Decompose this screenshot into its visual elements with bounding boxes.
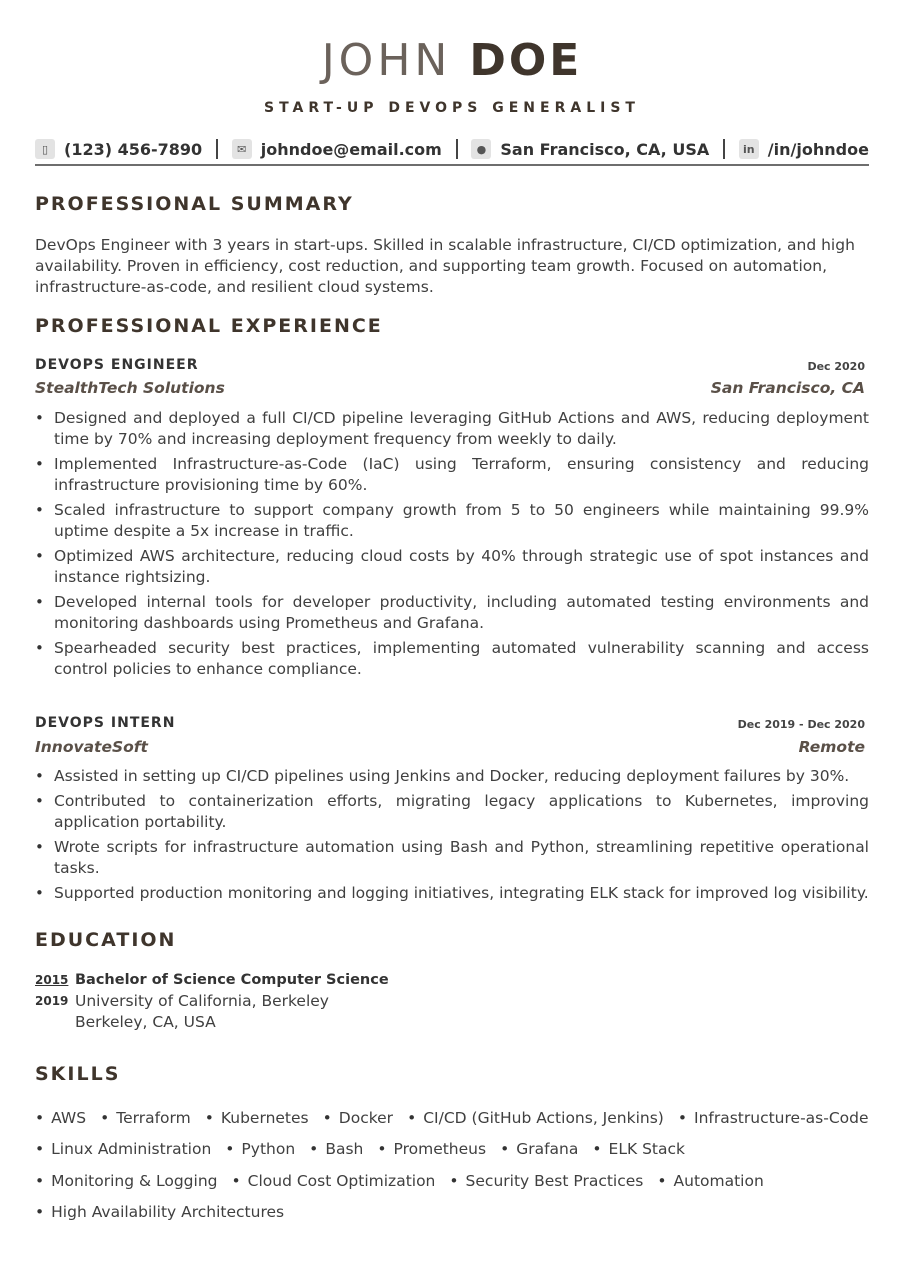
contact-separator bbox=[216, 139, 218, 159]
experience-heading: PROFESSIONAL EXPERIENCE bbox=[35, 315, 383, 337]
skill-item: • Automation bbox=[657, 1172, 763, 1190]
contact-bar bbox=[35, 134, 869, 166]
job-date: Dec 2019 - Dec 2020 bbox=[737, 718, 865, 731]
skill-item: • Infrastructure-as-Code bbox=[678, 1109, 869, 1127]
list-item: • Implemented Infrastructure-as-Code (IaC) using Terraform, ensuring consistency and reducing infrastructure provisioning time by 60%. bbox=[35, 454, 869, 496]
end-year: 2019 bbox=[35, 994, 69, 1008]
skill-item: • Linux Administration bbox=[35, 1140, 211, 1158]
email-link[interactable]: johndoe@email.com bbox=[260, 139, 442, 159]
job-location: San Francisco, CA bbox=[710, 379, 865, 397]
list-item: • Contributed to containerization efforts, migrating legacy applications to Kubernetes, improving application portability. bbox=[35, 791, 869, 833]
summary-heading: PROFESSIONAL SUMMARY bbox=[35, 193, 354, 215]
location-icon: ● bbox=[471, 139, 491, 159]
school: University of California, Berkeley bbox=[75, 992, 329, 1010]
skill-item: • CI/CD (GitHub Actions, Jenkins) bbox=[407, 1109, 664, 1127]
skill-row bbox=[35, 1102, 869, 1134]
job-title: DEVOPS INTERN bbox=[35, 715, 176, 731]
candidate-name bbox=[35, 36, 869, 86]
skill-item: • Kubernetes bbox=[205, 1109, 309, 1127]
contact-separator bbox=[456, 139, 458, 159]
skill-row bbox=[35, 1165, 869, 1197]
degree: Bachelor of Science Computer Science bbox=[75, 972, 389, 988]
contact-separator bbox=[723, 139, 725, 159]
list-item: • Supported production monitoring and logging initiatives, integrating ELK stack for improved log visibility. bbox=[35, 883, 869, 904]
job-subtitle: START-UP DEVOPS GENERALIST bbox=[264, 100, 640, 116]
job-bullets bbox=[35, 766, 869, 908]
last-name: DOE bbox=[469, 35, 583, 86]
school-location: Berkeley, CA, USA bbox=[75, 1013, 216, 1031]
job-bullets bbox=[35, 408, 869, 684]
education-entry bbox=[35, 970, 389, 1033]
list-item: • Developed internal tools for developer productivity, including automated testing environments and monitoring dashboards using Prometheus and Grafana. bbox=[35, 592, 869, 634]
skill-item: • Monitoring & Logging bbox=[35, 1172, 217, 1190]
job-location: Remote bbox=[798, 738, 865, 756]
list-item: • Wrote scripts for infrastructure automation using Bash and Python, streamlining repetitive operational tasks. bbox=[35, 837, 869, 879]
phone-icon: ▯ bbox=[35, 139, 55, 159]
start-year: 2015 bbox=[35, 973, 69, 987]
skill-row bbox=[35, 1197, 869, 1229]
linkedin-icon: in bbox=[739, 139, 759, 159]
contact-email bbox=[232, 139, 442, 159]
skill-item: • ELK Stack bbox=[592, 1140, 685, 1158]
location-text: San Francisco, CA, USA bbox=[500, 139, 710, 159]
skills-heading: SKILLS bbox=[35, 1063, 121, 1085]
job-date: Dec 2020 bbox=[807, 360, 865, 373]
skill-item: • Terraform bbox=[100, 1109, 191, 1127]
summary-text: DevOps Engineer with 3 years in start-ups. Skilled in scalable infrastructure, CI/CD optimization, and high availability. Proven in efficiency, cost reduction, and supporting team growth. Focused on automation, infrastructure-as-code, and resilient cloud systems. bbox=[35, 236, 855, 296]
list-item: • Optimized AWS architecture, reducing cloud costs by 40% through strategic use of spot instances and instance rightsizing. bbox=[35, 546, 869, 588]
skill-item: • Grafana bbox=[500, 1140, 578, 1158]
company-name: InnovateSoft bbox=[35, 738, 148, 756]
skill-item: • AWS bbox=[35, 1109, 86, 1127]
skill-row bbox=[35, 1134, 869, 1166]
contact-linkedin bbox=[739, 139, 869, 159]
contact-location bbox=[471, 139, 709, 159]
list-item: • Assisted in setting up CI/CD pipelines using Jenkins and Docker, reducing deployment failures by 30%. bbox=[35, 766, 869, 787]
skill-item: • Bash bbox=[309, 1140, 363, 1158]
phone-text[interactable]: (123) 456-7890 bbox=[64, 139, 203, 159]
skills-list bbox=[35, 1102, 869, 1228]
email-icon: ✉ bbox=[232, 139, 252, 159]
skill-item: • Docker bbox=[323, 1109, 393, 1127]
education-heading: EDUCATION bbox=[35, 929, 177, 951]
first-name: JOHN bbox=[321, 35, 452, 86]
skill-item: • High Availability Architectures bbox=[35, 1203, 284, 1221]
list-item: • Spearheaded security best practices, implementing automated vulnerability scanning and access control policies to enhance compliance. bbox=[35, 638, 869, 680]
list-item: • Designed and deployed a full CI/CD pipeline leveraging GitHub Actions and AWS, reducing deployment time by 70% and increasing deployment frequency from weekly to daily. bbox=[35, 408, 869, 450]
skill-item: • Python bbox=[225, 1140, 295, 1158]
list-item: • Scaled infrastructure to support company growth from 5 to 50 engineers while maintaining 99.9% uptime despite a 5x increase in traffic. bbox=[35, 500, 869, 542]
linkedin-link[interactable]: /in/johndoe bbox=[767, 139, 869, 159]
contact-phone bbox=[35, 139, 202, 159]
skill-item: • Security Best Practices bbox=[449, 1172, 643, 1190]
job-title: DEVOPS ENGINEER bbox=[35, 357, 199, 373]
skill-item: • Prometheus bbox=[377, 1140, 486, 1158]
skill-item: • Cloud Cost Optimization bbox=[231, 1172, 435, 1190]
company-name: StealthTech Solutions bbox=[35, 379, 225, 397]
